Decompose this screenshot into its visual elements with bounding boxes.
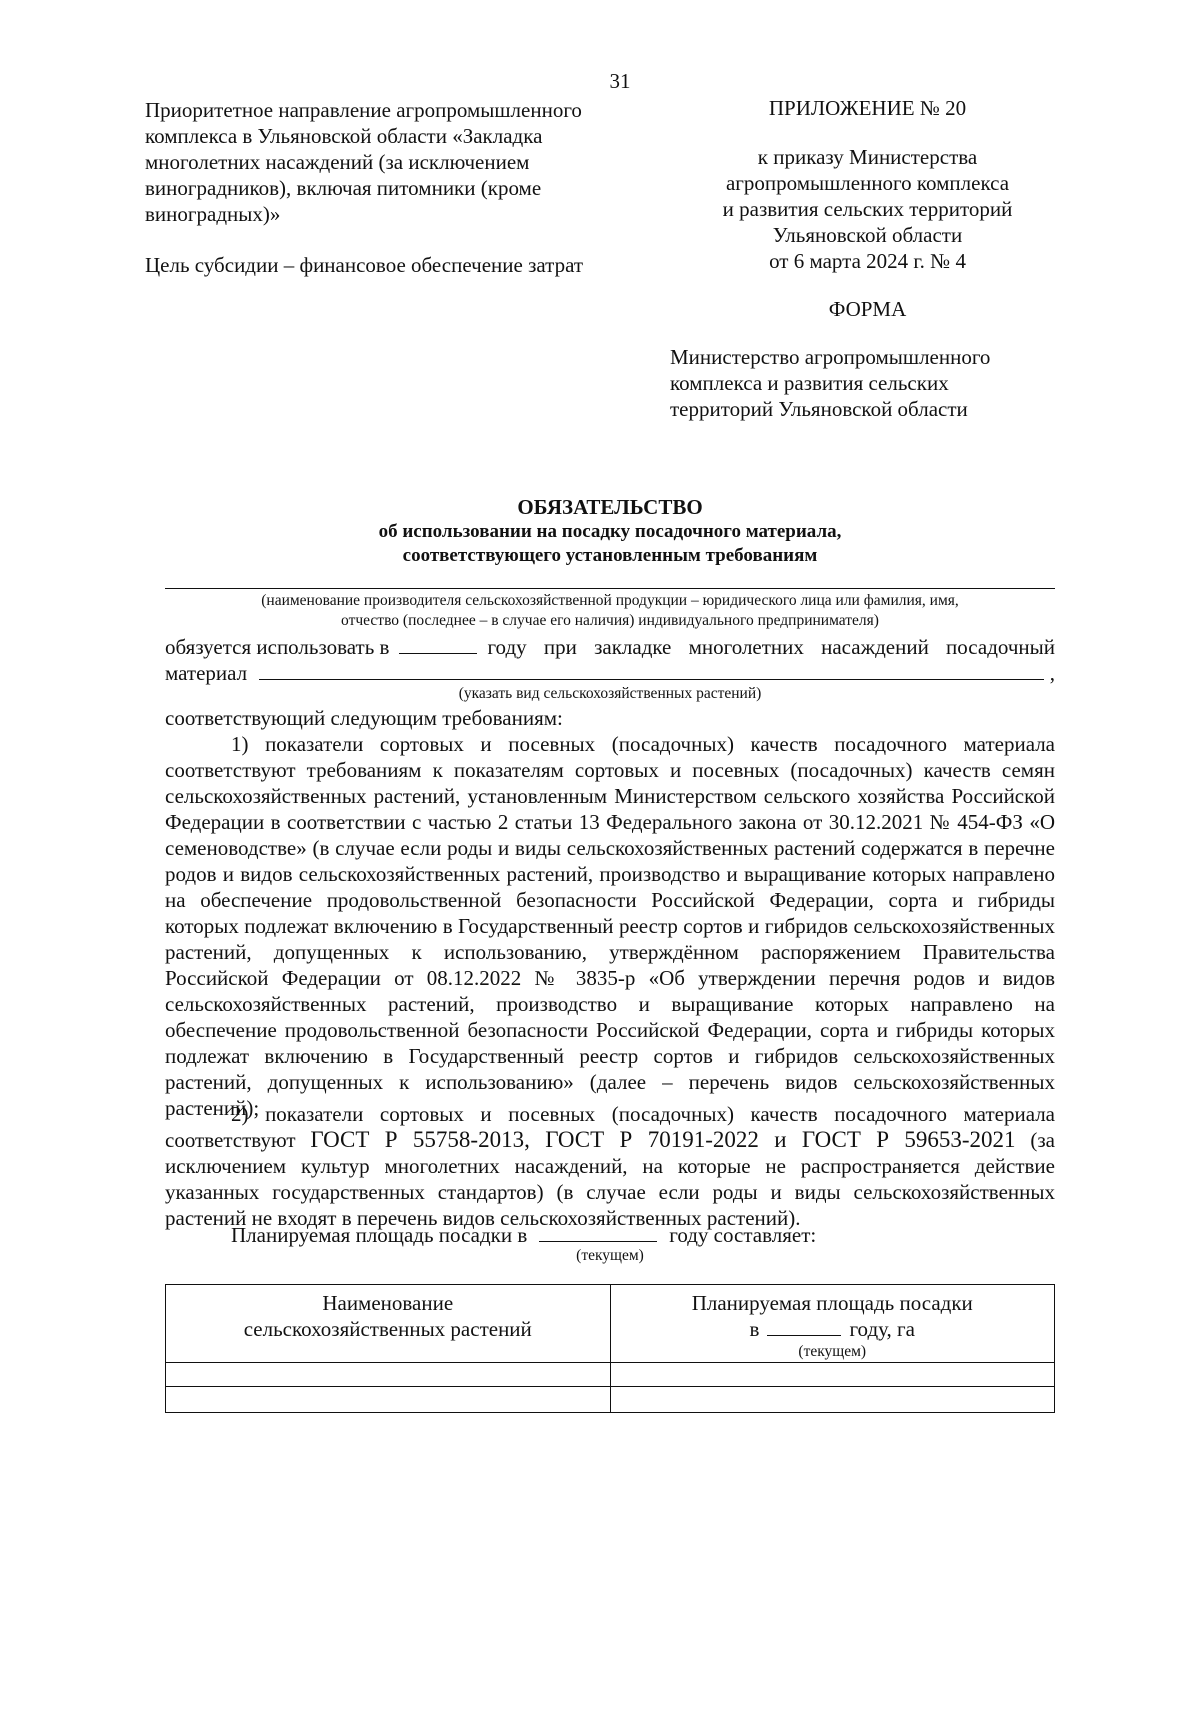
subsidy-goal: Цель субсидии – финансовое обеспечение затрат	[145, 253, 584, 277]
order-line: агропромышленного комплекса	[725, 171, 1010, 195]
crop-type-blank[interactable]	[259, 678, 1044, 680]
requirements-intro: соответствующий следующим требованиям:	[165, 706, 563, 730]
title-main: ОБЯЗАТЕЛЬСТВО	[517, 495, 703, 519]
order-line: и развития сельских территорий	[722, 197, 1013, 221]
material-label: материал	[165, 661, 248, 685]
table-cell-crop[interactable]	[166, 1387, 611, 1413]
producer-name-line	[165, 588, 1055, 589]
planned-text: Планируемая площадь посадки в	[231, 1223, 528, 1247]
obligation-line	[165, 634, 1055, 660]
appendix-title: ПРИЛОЖЕНИЕ № 20	[768, 96, 967, 120]
area-header-line: Планируемая площадь посадки	[691, 1291, 973, 1315]
title-sub-1: об использовании на посадку посадочного материала,	[378, 521, 842, 542]
area-header-caption: (текущем)	[798, 1343, 867, 1360]
order-line: Ульяновской области	[772, 223, 963, 247]
table-header-row	[166, 1285, 1055, 1363]
crop-caption: (указать вид сельскохозяйственных растений)	[458, 685, 762, 702]
addressee	[670, 344, 1050, 422]
page-number: 31	[609, 69, 631, 93]
requirement-item-1: 1) показатели сортовых и посевных (посадочных) качеств посадочного материала соответствуют требованиям к показателям сортовых и посевных (посадочных) качеств семян сельскохозяйственных растений, установленным Министерством сельского хозяйства Российской Федерации в соответствии с частью 2 статьи 13 Федерального закона от 30.12.2021 № 454-ФЗ «О семеноводстве» (в случае если роды и виды сельскохозяйственных растений содержатся в перечне родов и видов сельскохозяйственных растений, производство и выращивание которых направлено на обеспечение продовольственной безопасности Российской Федерации, сорта и гибриды которых подлежат включению в Государственный реестр сортов и гибридов сельскохозяйственных растений, допущенных к использованию, утверждённом распоряжением Правительства Российской Федерации от 08.12.2022 № 3835-р «Об утверждении перечня родов и видов сельскохозяйственных растений, производство и выращивание которых направлено на обеспечение продовольственной безопасности Российской Федерации, сорта и гибриды которых подлежат включению в Государственный реестр сортов и гибридов сельскохозяйственных растений, допущенных к использованию» (далее – перечень видов сельскохозяйственных растений);	[165, 732, 1055, 1120]
table-row	[166, 1387, 1055, 1413]
area-header-in: в	[749, 1317, 760, 1341]
planned-area-line	[231, 1222, 816, 1248]
title-sub-2: соответствующего установленным требованиям	[402, 545, 818, 566]
addressee-line: Министерство агропромышленного	[670, 345, 991, 369]
producer-caption	[165, 591, 1055, 631]
item2-gost: ГОСТ Р 55758-2013, ГОСТ Р 70191-2022 и ГОСТ Р 59653-2021	[310, 1127, 1016, 1152]
producer-caption-line: (наименование производителя сельскохозяйственной продукции – юридического лица или фамилия, имя,	[261, 592, 959, 609]
year-blank[interactable]	[399, 652, 477, 654]
crop-header-line: Наименование	[322, 1291, 454, 1315]
crop-header-line: сельскохозяйственных растений	[243, 1317, 532, 1341]
requirement-item-2	[165, 1101, 1055, 1231]
table-row	[166, 1363, 1055, 1387]
planned-year-blank[interactable]	[539, 1240, 657, 1242]
priority-direction: Приоритетное направление агропромышленного комплекса в Ульяновской области «Закладка многолетних насаждений (за исключением виноградников), включая питомники (кроме виноградных)»	[145, 98, 582, 226]
material-line	[165, 660, 1055, 686]
addressee-line: территорий Ульяновской области	[670, 397, 968, 421]
order-line: от 6 марта 2024 г. № 4	[769, 249, 966, 273]
table-header-crop	[166, 1285, 611, 1363]
form-label: ФОРМА	[828, 297, 907, 321]
table-header-area	[610, 1285, 1055, 1363]
item2-lead: 2) показатели сортовых и посевных (посадочных) качеств посадочного материала соответствуют	[165, 1102, 1055, 1152]
obligation-text: обязуется использовать в	[165, 635, 390, 659]
table-cell-area[interactable]	[610, 1387, 1055, 1413]
area-header-unit: году, га	[849, 1317, 915, 1341]
item2-rest: (за исключением культур многолетних насаждений, на которые не распространяется действие указанных государственных стандартов) (в случае если роды и виды сельскохозяйственных растений не входят в перечень видов сельскохозяйственных растений).	[165, 1128, 1055, 1230]
document-title	[165, 494, 1055, 568]
current-caption: (текущем)	[576, 1247, 644, 1264]
obligation-text-rest: году при закладке многолетних насаждений посадочный	[487, 635, 1055, 659]
area-year-blank[interactable]	[767, 1334, 841, 1336]
planned-text-rest: году составляет:	[669, 1223, 817, 1247]
addressee-line: комплекса и развития сельских	[670, 371, 949, 395]
order-line: к приказу Министерства	[757, 145, 978, 169]
planting-table	[165, 1284, 1055, 1413]
order-reference	[700, 144, 1035, 274]
material-comma: ,	[1049, 661, 1055, 685]
table-cell-area[interactable]	[610, 1363, 1055, 1387]
table-cell-crop[interactable]	[166, 1363, 611, 1387]
area-header-year	[611, 1316, 1055, 1342]
producer-caption-line: отчество (последнее – в случае его наличия) индивидуального предпринимателя)	[341, 612, 879, 629]
